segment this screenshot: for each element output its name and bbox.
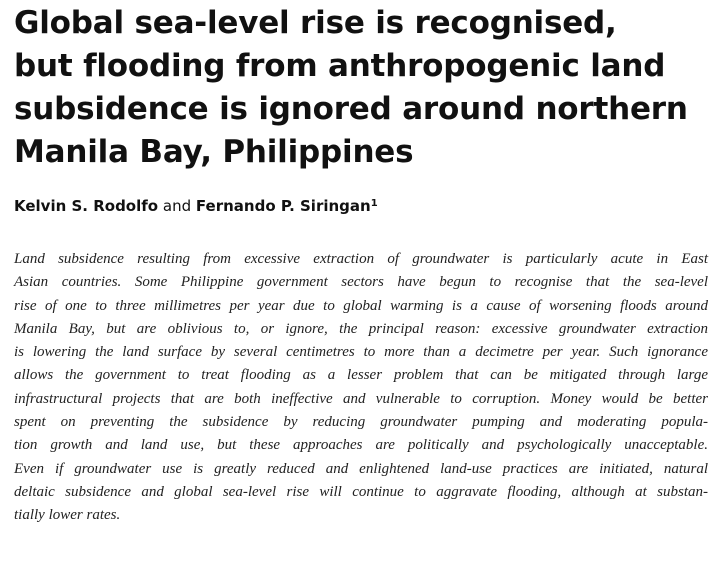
abstract-line: Asian countries. Some Philippine government sectors have begun to recognise that the sea-level <box>14 274 708 291</box>
footnote-marker: 1 <box>370 198 378 209</box>
abstract-line: rise of one to three millimetres per year due to global warming is a cause of worsening floods around <box>14 297 708 314</box>
abstract-line: Land subsidence resulting from excessive extraction of groundwater is particularly acute in East <box>14 251 708 267</box>
abstract-line: Manila Bay, but are oblivious to, or ignore, the principal reason: excessive groundwater extraction <box>14 320 708 337</box>
abstract-line: infrastructural projects that are both ineffective and vulnerable to corruption. Money would be better <box>14 390 708 407</box>
abstract-line: tion growth and land use, but these approaches are politically and psychologically unacceptable. <box>14 437 708 454</box>
article-title <box>14 2 714 174</box>
author-conjunction: and <box>162 197 192 215</box>
author-list <box>14 196 378 216</box>
abstract-line: deltaic subsidence and global sea-level rise will continue to aggravate flooding, although at substan- <box>14 483 708 500</box>
abstract-line: is lowering the land surface by several centimetres to more than a decimetre per year. Such ignorance <box>14 344 708 361</box>
title-line: Manila Bay, Philippines <box>14 134 414 170</box>
abstract-line: Even if groundwater use is greatly reduced and enlightened land-use practices are initiated, natural <box>14 460 708 477</box>
author-name: Kelvin S. Rodolfo <box>14 197 159 215</box>
title-line: Global sea-level rise is recognised, <box>14 5 617 41</box>
abstract-line: allows the government to treat flooding as a lesser problem that can be mitigated through large <box>14 367 708 384</box>
abstract-line: spent on preventing the subsidence by reducing groundwater pumping and moderating popula- <box>14 414 708 431</box>
abstract-line: tially lower rates. <box>14 507 121 524</box>
abstract <box>14 248 708 528</box>
title-line: but flooding from anthropogenic land <box>14 48 666 84</box>
title-line: subsidence is ignored around northern <box>14 91 688 127</box>
author-name: Fernando P. Siringan <box>195 197 371 215</box>
